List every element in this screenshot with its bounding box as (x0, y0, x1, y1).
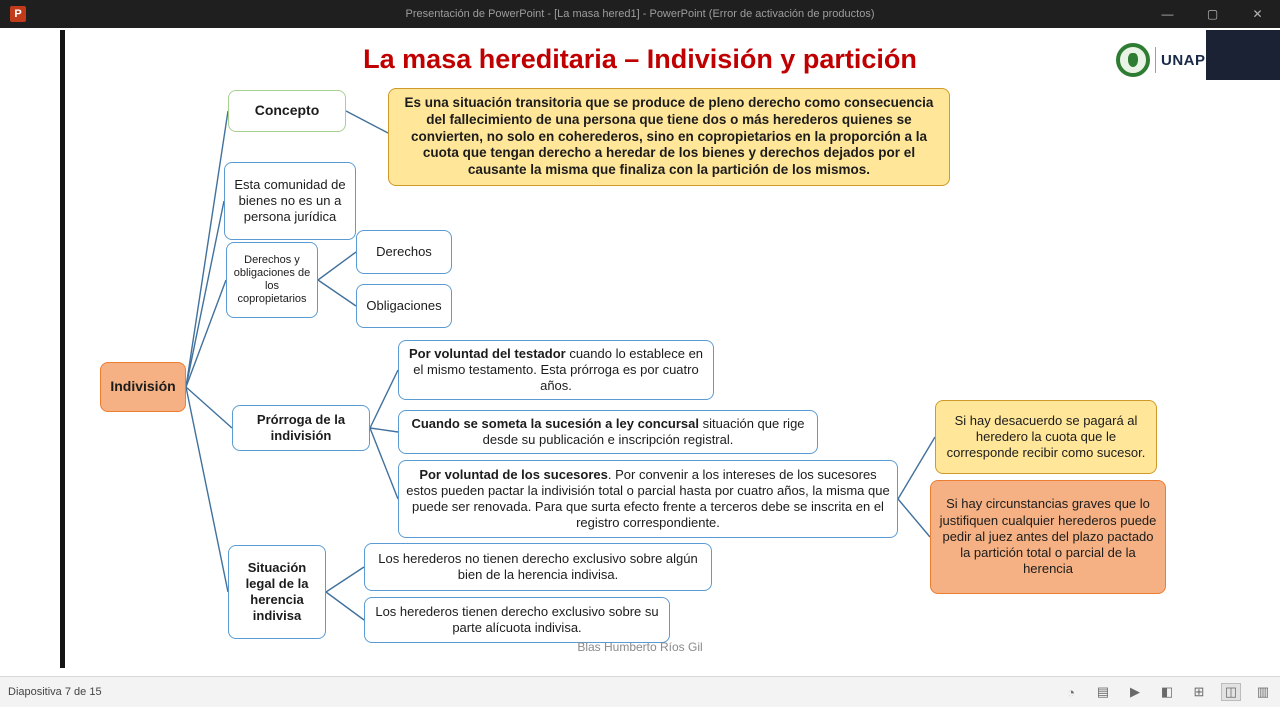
node-concursal-lead: Cuando se someta la sucesión a ley concursal (411, 415, 700, 431)
slide-position-label: Diapositiva 7 de 15 (8, 686, 102, 698)
slide-left-edge (60, 30, 65, 668)
status-bar (0, 676, 1280, 707)
unap-logo (1116, 40, 1206, 80)
node-derechos: Derechos (356, 230, 452, 274)
window-title: Presentación de PowerPoint - [La masa hered1] - PowerPoint (Error de activación de productos) (405, 8, 875, 20)
slide-title: La masa hereditaria – Indivisión y partición (363, 44, 917, 74)
node-testador-rest: cuando lo establece en el mismo testamento. Esta prórroga es por cuatro años. (413, 345, 704, 394)
maximize-button[interactable]: ▢ (1206, 7, 1219, 21)
node-concepto-detail: Es una situación transitoria que se produce de pleno derecho como consecuencia del fallecimiento de una persona que tiene dos o más herederos quienes se convierten, no solo en coherederos, sino en copropietarios en la proporción a la cuota que tengan derecho a heredar de los bienes y derechos dejados por el causante la misma que finaliza con la partición de los mismos. (388, 88, 950, 186)
node-testador-lead: Por voluntad del testador (408, 345, 566, 361)
node-sucesores (398, 460, 898, 538)
slide-canvas[interactable] (0, 28, 1280, 676)
node-concepto: Concepto (228, 90, 346, 132)
node-sucesores-lead: Por voluntad de los sucesores (419, 466, 608, 482)
ink-tools-icon[interactable]: ◔ (1067, 684, 1075, 700)
node-obligaciones: Obligaciones (356, 284, 452, 328)
node-no-exclusivo: Los herederos no tienen derecho exclusivo sobre algún bien de la herencia indivisa. (364, 543, 712, 591)
play-icon[interactable]: ▶ (1130, 684, 1140, 699)
reading-view-icon[interactable]: ◫ (1222, 684, 1240, 700)
slide-sorter-icon[interactable]: ⊞ (1193, 684, 1205, 699)
notes-icon[interactable]: ▤ (1096, 684, 1110, 699)
node-concursal-rest: situación que rige desde su publicación e inscripción registral. (482, 415, 805, 447)
minimize-button[interactable]: — (1161, 7, 1174, 21)
powerpoint-icon: P (10, 6, 26, 22)
node-concursal (398, 410, 818, 454)
logo-divider (1155, 47, 1156, 73)
node-indivision: Indivisión (100, 362, 186, 412)
node-sucesores-rest: . Por convenir a los intereses de los sucesores estos pueden pactar la indivisión total o parcial hasta por cuatro años, la misma que puede ser renovada. Para que surta efecto frente a terceros debe se inscrita en el registro correspondiente. (406, 466, 890, 531)
node-derechos-obligaciones: Derechos y obligaciones de los copropietarios (226, 242, 318, 318)
slideshow-icon[interactable]: ▥ (1256, 684, 1270, 699)
close-button[interactable]: ✕ (1252, 7, 1263, 21)
node-circunstancias-graves: Si hay circunstancias graves que lo justifiquen cualquier herederos puede pedir al juez antes del plazo pactado la partición total o parcial de la herencia (930, 480, 1166, 594)
node-prorroga: Prórroga de la indivisión (232, 405, 370, 451)
unap-emblem-icon (1116, 43, 1150, 77)
corner-decoration (1206, 30, 1280, 80)
unap-logo-text: UNAP (1161, 51, 1206, 69)
node-testador (398, 340, 714, 400)
node-desacuerdo: Si hay desacuerdo se pagará al heredero la cuota que le corresponde recibir como sucesor. (935, 400, 1157, 474)
normal-view-icon[interactable]: ◧ (1160, 684, 1174, 699)
author-credit: Blas Humberto Ríos Gil (577, 640, 703, 654)
node-comunidad: Esta comunidad de bienes no es un a persona jurídica (224, 162, 356, 240)
node-exclusivo: Los herederos tienen derecho exclusivo sobre su parte alícuota indivisa. (364, 597, 670, 643)
title-bar (0, 0, 1280, 28)
node-situacion-legal: Situación legal de la herencia indivisa (228, 545, 326, 639)
